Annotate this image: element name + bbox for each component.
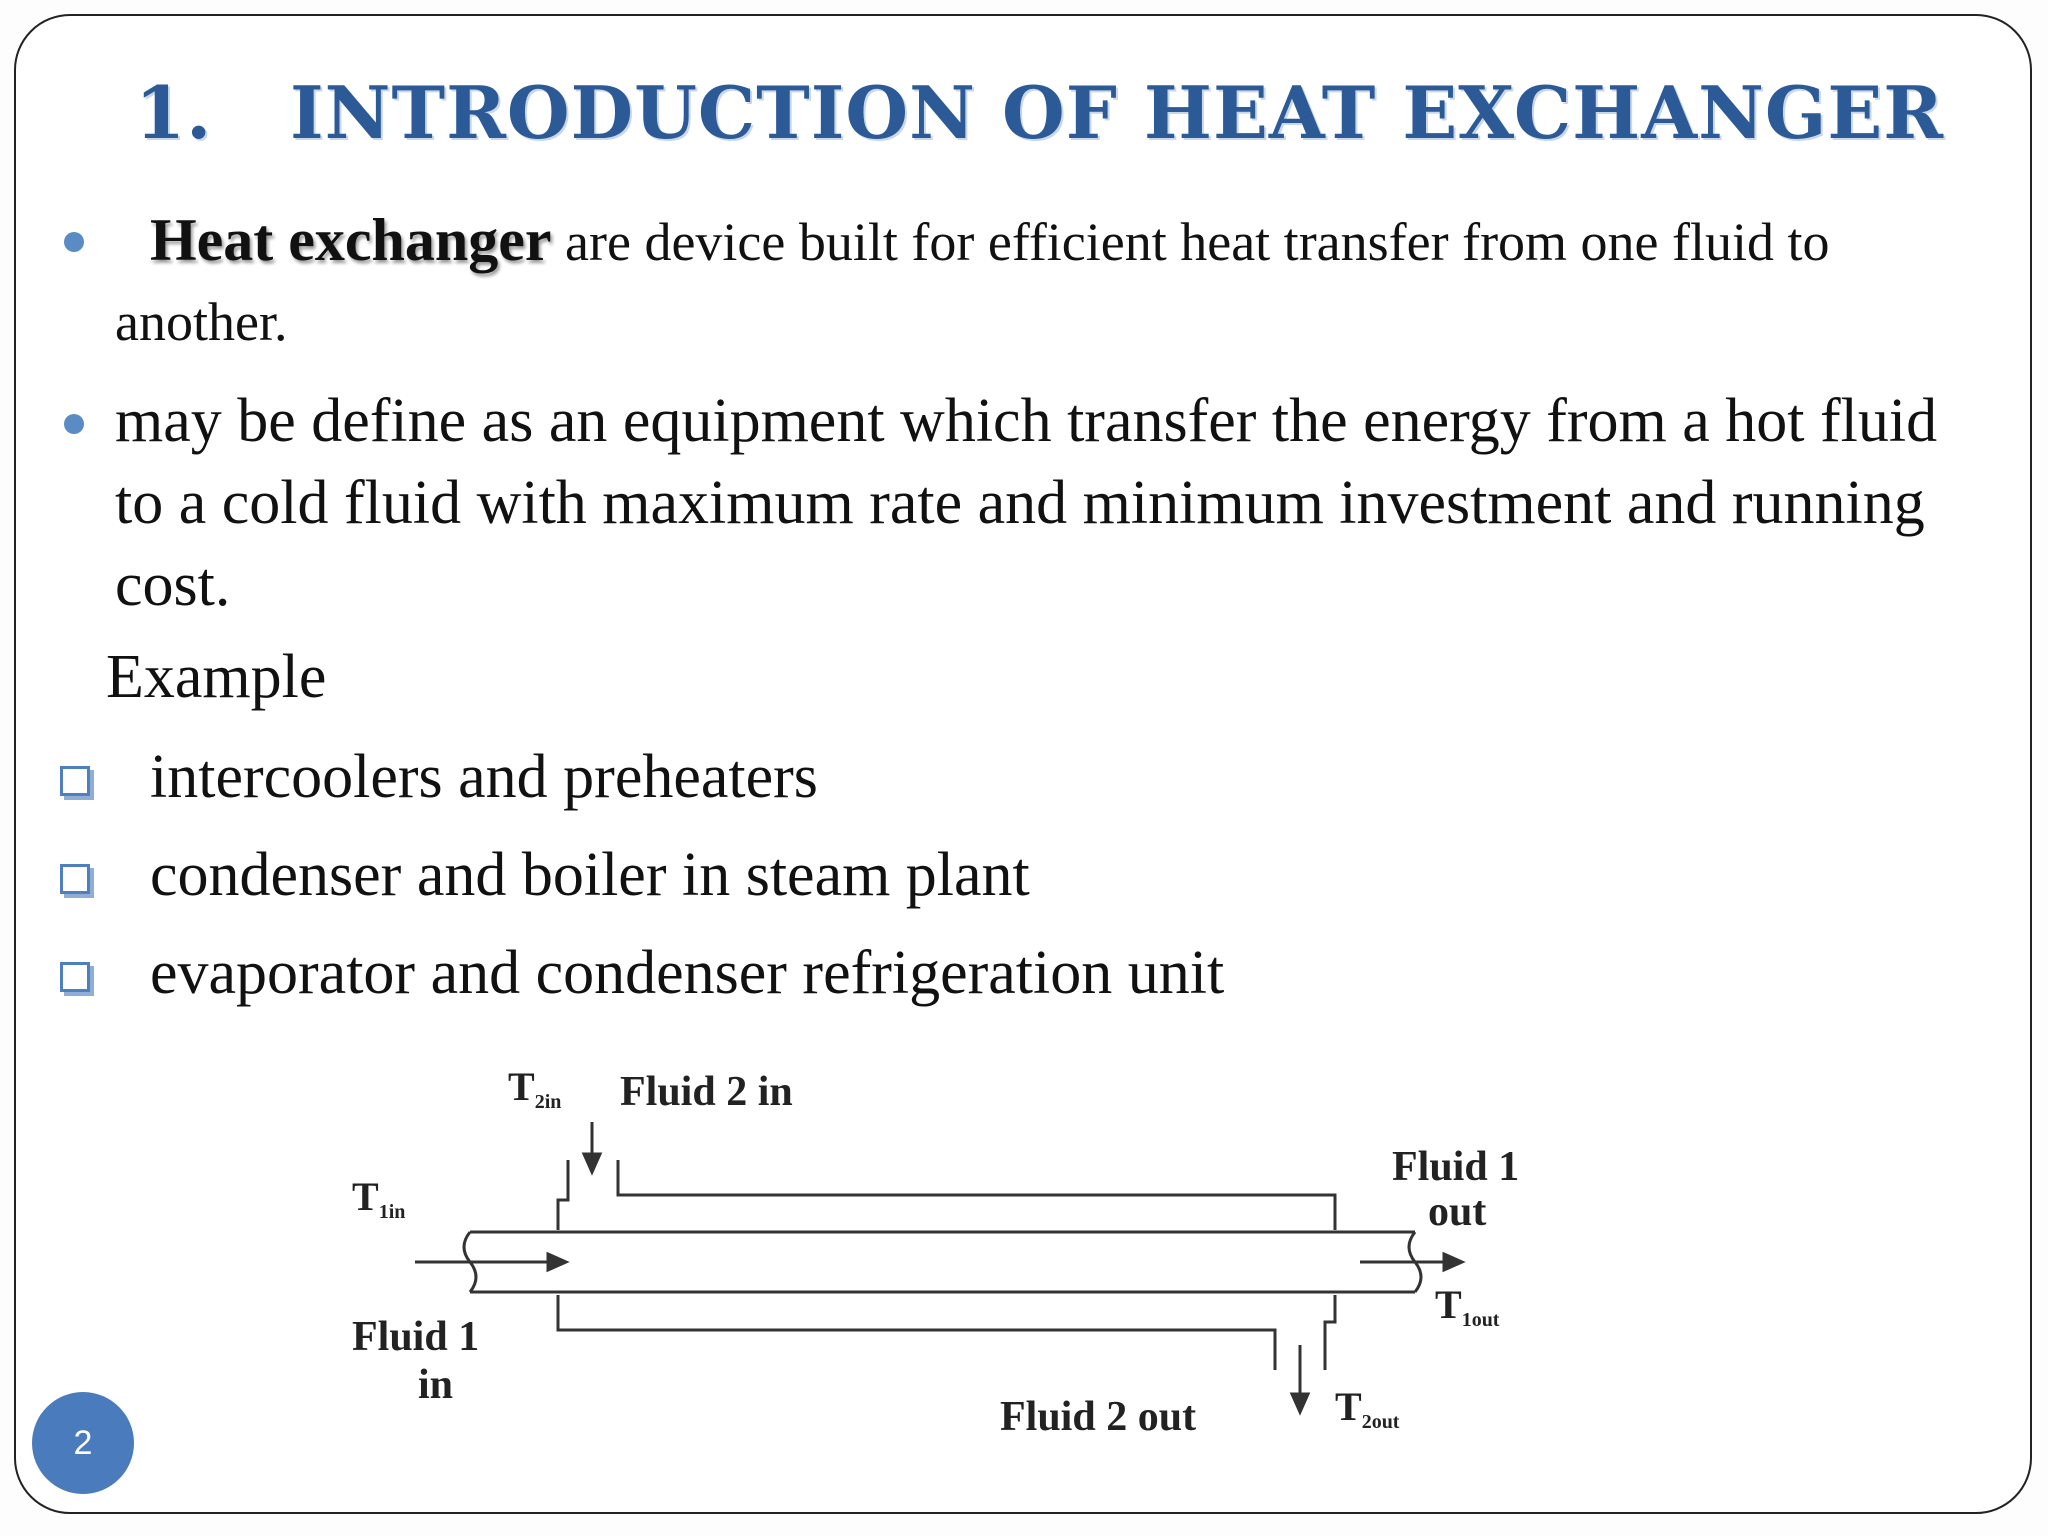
- slide-title: [135, 70, 1944, 155]
- arrow-down-icon: [1292, 1394, 1308, 1412]
- arrow-right-icon: [548, 1254, 566, 1270]
- arrow-down-icon: [584, 1154, 600, 1172]
- bullet-1-strong: Heat exchanger: [150, 207, 552, 273]
- example-heading: Example: [106, 643, 327, 711]
- bullet-dot-icon: [64, 232, 84, 252]
- arrow-right-icon: [1444, 1254, 1462, 1270]
- t2in-label: $T_{2in}$: [508, 1064, 562, 1113]
- fluid1-out-label-line2: out: [1428, 1189, 1487, 1235]
- bullet-dot-icon: [64, 414, 84, 434]
- fluid1-in-label-line1: Fluid 1: [352, 1314, 480, 1360]
- bullet-1: [115, 200, 1995, 362]
- fluid2-out-label: Fluid 2 out: [1000, 1394, 1197, 1440]
- fluid2-in-label: Fluid 2 in: [620, 1069, 793, 1115]
- bullet-1-text: are device built for efficient heat transfer from one fluid to another.: [115, 212, 1830, 352]
- checkbox-bullet-icon: [60, 864, 90, 894]
- diagram-lines: [464, 1160, 1421, 1370]
- t1in-label: $T_{1in}$: [352, 1174, 406, 1223]
- flow-arrows: [415, 1122, 1462, 1412]
- checkbox-bullet-icon: [60, 766, 90, 796]
- fluid1-in-label-line2: in: [418, 1362, 454, 1408]
- example-item: evaporator and condenser refrigeration unit: [150, 939, 1225, 1007]
- t1out-label: $T_{1out}$: [1435, 1282, 1500, 1331]
- t2out-label: $T_{2out}$: [1335, 1384, 1400, 1433]
- title-text: INTRODUCTION OF HEAT EXCHANGER: [290, 70, 1945, 155]
- checkbox-bullet-icon: [60, 962, 90, 992]
- bullet-2: may be define as an equipment which transfer the energy from a hot fluid to a cold fluid with maximum rate and minimum investment and running cost.: [115, 387, 1938, 619]
- fluid1-out-label-line1: Fluid 1: [1392, 1144, 1520, 1190]
- heat-exchanger-diagram: [330, 1060, 1590, 1460]
- title-number: 1.: [135, 70, 213, 155]
- page-number-badge: 2: [32, 1392, 134, 1494]
- example-item: intercoolers and preheaters: [150, 743, 818, 811]
- example-item: condenser and boiler in steam plant: [150, 841, 1030, 909]
